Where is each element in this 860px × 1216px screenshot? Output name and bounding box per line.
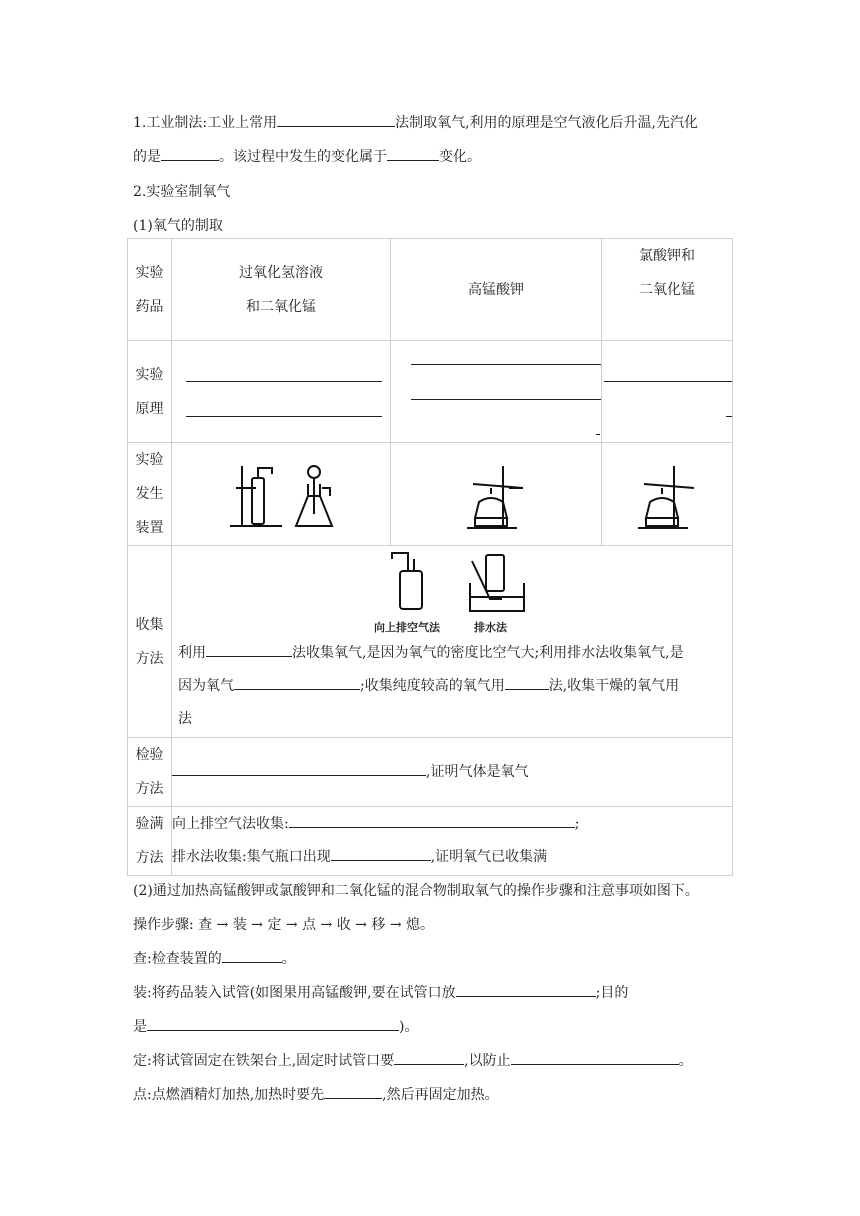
step-item: 熄 xyxy=(406,917,421,933)
cell-collection xyxy=(172,546,733,738)
answer-blank[interactable] xyxy=(726,416,732,417)
answer-blank[interactable] xyxy=(411,399,601,400)
arrow-icon: → xyxy=(285,917,298,933)
answer-blank[interactable] xyxy=(604,381,732,382)
cell-drug-h2o2 xyxy=(172,239,391,341)
answer-blank[interactable] xyxy=(277,114,395,127)
answer-blank[interactable] xyxy=(394,1052,464,1065)
check-text: 。 xyxy=(281,951,296,967)
fix-text: 。 xyxy=(678,1053,693,1069)
intro-text: 1.工业制法:工业上常用 xyxy=(133,115,278,131)
intro-text: 的是 xyxy=(133,149,161,165)
load-text: )。 xyxy=(399,1019,419,1035)
row-header-text: 装置 xyxy=(135,520,164,536)
cell-full xyxy=(172,807,733,876)
arrow-icon: → xyxy=(389,917,402,933)
collection-line-3: 法 xyxy=(178,710,192,727)
intro-line-2 xyxy=(133,146,481,166)
load-line-2 xyxy=(133,1016,418,1036)
full-text: 向上排空气法收集: xyxy=(172,816,289,832)
row-header xyxy=(128,807,172,876)
full-line-1 xyxy=(172,808,732,841)
answer-blank[interactable] xyxy=(186,416,382,417)
intro-text: 法制取氧气,利用的原理是空气液化后升温,先汽化 xyxy=(395,115,698,131)
answer-blank[interactable] xyxy=(387,148,439,161)
drug-text: 高锰酸钾 xyxy=(468,281,524,298)
h2o2-apparatus-image xyxy=(172,444,390,544)
answer-blank[interactable] xyxy=(596,434,600,435)
light-text: 点:点燃酒精灯加热,加热时要先 xyxy=(133,1087,325,1103)
cell-device-kmno4 xyxy=(391,443,602,546)
answer-blank[interactable] xyxy=(234,677,360,690)
load-text: 是 xyxy=(133,1019,147,1035)
drug-text: 二氧化锰 xyxy=(639,282,695,298)
part2-intro: (2)通过加热高锰酸钾或氯酸钾和二氧化锰的混合物制取氧气的操作步骤和注意事项如图下。 xyxy=(133,883,699,899)
load-text: 装:将药品装入试管(如图果用高锰酸钾,要在试管口放 xyxy=(133,985,456,1001)
answer-blank[interactable] xyxy=(505,677,549,690)
row-header-text: 方法 xyxy=(135,781,164,797)
table-row-test xyxy=(128,738,733,807)
arrow-icon: → xyxy=(251,917,263,933)
answer-blank[interactable] xyxy=(172,763,426,776)
answer-blank[interactable] xyxy=(186,381,382,382)
table-row-collection xyxy=(128,546,733,738)
kmno4-apparatus-image xyxy=(391,444,601,544)
arrow-icon: → xyxy=(216,917,229,933)
step-item: 点 xyxy=(302,917,317,933)
row-header-text: 实验 xyxy=(135,452,164,468)
full-text: ; xyxy=(574,816,580,832)
answer-blank[interactable] xyxy=(161,148,219,161)
row-header-text: 实验 xyxy=(135,366,164,383)
step-item: 装 xyxy=(232,917,247,933)
fix-text: 定:将试管固定在铁架台上,固定时试管口要 xyxy=(133,1053,395,1069)
oxygen-preparation-table xyxy=(127,238,733,876)
cell-device-kclo3 xyxy=(602,443,733,546)
cell-principle-2 xyxy=(391,341,602,443)
table-row-principle xyxy=(128,341,733,443)
answer-blank[interactable] xyxy=(511,1052,679,1065)
answer-blank[interactable] xyxy=(411,364,601,365)
row-header-text: 原理 xyxy=(135,400,164,417)
step-item: 收 xyxy=(336,917,351,933)
full-line-2 xyxy=(172,841,732,874)
collection-line-2 xyxy=(178,670,732,703)
cell-drug-kclo3 xyxy=(602,239,733,341)
row-header-text: 验满 xyxy=(135,816,164,832)
arrow-icon: → xyxy=(355,917,367,933)
caption-upward-air: 向上排空气法 xyxy=(374,620,440,634)
cell-principle-3 xyxy=(602,341,733,443)
caption-water-displacement: 排水法 xyxy=(474,620,507,634)
row-header xyxy=(128,546,172,738)
row-header-text: 实验 xyxy=(135,264,164,281)
drug-text: 和二氧化锰 xyxy=(246,298,316,315)
full-text: ,证明氧气已收集满 xyxy=(430,849,548,865)
row-header xyxy=(128,443,172,546)
load-line xyxy=(133,982,628,1002)
collection-text xyxy=(172,637,732,736)
full-text: 排水法收集:集气瓶口出现 xyxy=(172,849,331,865)
light-line xyxy=(133,1084,499,1104)
test-text: ,证明气体是氧气 xyxy=(426,763,529,780)
row-header-text: 药品 xyxy=(135,298,164,315)
intro-text: 变化。 xyxy=(439,149,481,165)
drug-text: 过氧化氢溶液 xyxy=(239,264,323,281)
row-header-text: 方法 xyxy=(135,650,164,667)
row-header xyxy=(128,738,172,807)
step-item: 移 xyxy=(371,917,386,933)
step-item: 定 xyxy=(267,917,282,933)
row-header-text: 检验 xyxy=(135,747,164,763)
row-header-text: 收集 xyxy=(135,616,164,633)
load-text: ;目的 xyxy=(595,985,629,1001)
fix-text: ,以防止 xyxy=(464,1053,511,1069)
step-item: 查 xyxy=(198,917,213,933)
fix-line xyxy=(133,1050,693,1070)
steps-end: 。 xyxy=(420,917,435,933)
answer-blank[interactable] xyxy=(206,644,292,657)
cell-test xyxy=(172,738,733,807)
answer-blank[interactable] xyxy=(222,950,282,963)
collection-text-part: 法,收集干燥的氧气用 xyxy=(548,677,680,694)
row-header xyxy=(128,239,172,341)
answer-blank[interactable] xyxy=(289,815,575,828)
arrow-icon: → xyxy=(320,917,333,933)
collection-text-part: 因为氧气 xyxy=(178,677,234,694)
table-row-full xyxy=(128,807,733,876)
subsection-heading: (1)氧气的制取 xyxy=(133,218,223,234)
steps-label: 操作步骤: xyxy=(133,917,194,933)
kclo3-apparatus-image xyxy=(602,444,732,544)
row-header-text: 发生 xyxy=(135,486,164,502)
check-line xyxy=(133,948,296,968)
answer-blank[interactable] xyxy=(456,984,596,997)
cell-principle-1 xyxy=(172,341,391,443)
drug-text: 氯酸钾和 xyxy=(639,248,695,264)
check-text: 查:检查装置的 xyxy=(133,951,222,967)
answer-blank[interactable] xyxy=(147,1018,399,1031)
collection-text-part: 利用 xyxy=(178,644,206,661)
collection-text-part: ;收集纯度较高的氧气用 xyxy=(360,677,505,694)
cell-device-h2o2 xyxy=(172,443,391,546)
answer-blank[interactable] xyxy=(331,848,431,861)
light-text: ,然后再固定加热。 xyxy=(382,1087,499,1103)
collection-text-part: 法收集氧气,是因为氧气的密度比空气大;利用排水法收集氧气,是 xyxy=(292,644,684,661)
section-heading: 2.实验室制氧气 xyxy=(133,184,231,200)
row-header-text: 方法 xyxy=(135,850,164,866)
row-header xyxy=(128,341,172,443)
intro-text: 。该过程中发生的变化属于 xyxy=(219,149,387,165)
cell-drug-kmno4 xyxy=(391,239,602,341)
table-row-device xyxy=(128,443,733,546)
table-row-drugs xyxy=(128,239,733,341)
collection-methods-image xyxy=(172,549,732,634)
intro-line-1 xyxy=(133,112,698,132)
answer-blank[interactable] xyxy=(324,1086,382,1099)
collection-line-1 xyxy=(178,637,732,670)
steps-line xyxy=(133,914,434,934)
